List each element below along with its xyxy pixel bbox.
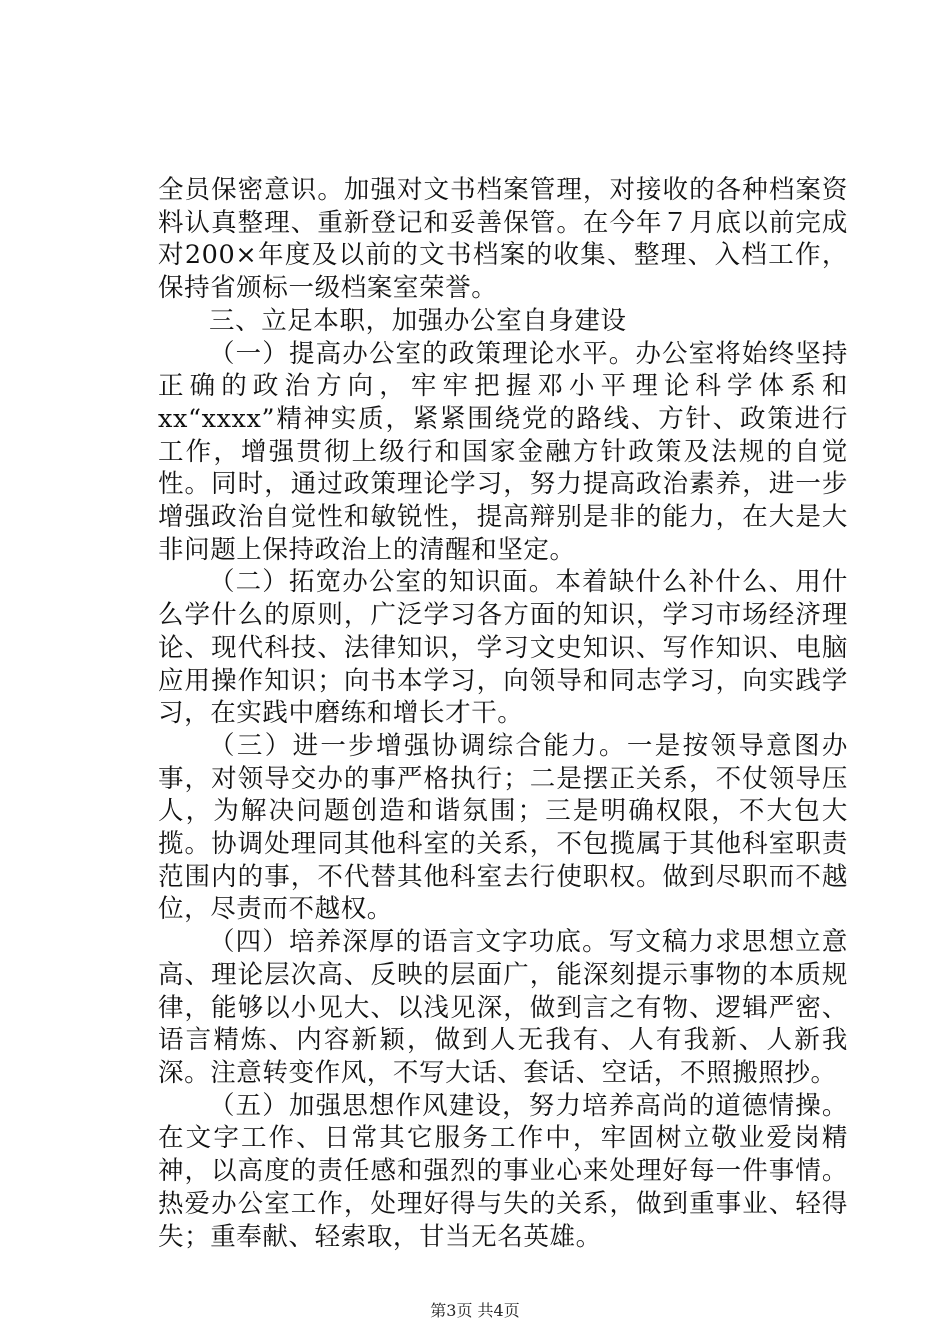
paragraph-writing-skill: （四）培养深厚的语言文字功底。写文稿力求思想立意高、理论层次高、反映的层面广，能深刻提示事物的本质规律，能够以小见大、以浅见深，做到言之有物、逻辑严密、语言精炼、内容新颖，做到人无我有、人有我新、人新我深。注意转变作风，不写大话、套话、空话，不照搬照抄。 (158, 927, 848, 1088)
page-number: 第3页 共4页 (430, 1301, 520, 1320)
paragraph-coordination: （三）进一步增强协调综合能力。一是按领导意图办事，对领导交办的事严格执行；二是摆正关系，不仗领导压人，为解决问题创造和谐氛围；三是明确权限，不大包大揽。协调处理同其他科室的关系，不包揽属于其他科室职责范围内的事，不代替其他科室去行使职权。做到尽职而不越位，尽责而不越权。 (158, 730, 848, 925)
paragraph-policy-theory: （一）提高办公室的政策理论水平。办公室将始终坚持正确的政治方向，牢牢把握邓小平理论科学体系和xx“xxxx”精神实质，紧紧围绕党的路线、方针、政策进行工作，增强贯彻上级行和国家金融方针政策及法规的自觉性。同时，通过政策理论学习，努力提高政治素养，进一步增强政治自觉性和敏锐性，提高辩别是非的能力，在大是大非问题上保持政治上的清醒和坚定。 (158, 338, 848, 565)
paragraph-knowledge: （二）拓宽办公室的知识面。本着缺什么补什么、用什么学什么的原则，广泛学习各方面的知识，学习市场经济理论、现代科技、法律知识，学习文史知识、写作知识、电脑应用操作知识；向书本学习，向领导和同志学习，向实践学习，在实践中磨练和增长才干。 (158, 567, 848, 729)
section-heading-office-building: 三、立足本职，加强办公室自身建设 (209, 305, 627, 336)
paragraph-archive-management: 全员保密意识。加强对文书档案管理，对接收的各种档案资料认真整理、重新登记和妥善保管。在今年７月底以前完成对200×年度及以前的文书档案的收集、整理、入档工作，保持省颁标一级档案室荣誉。 (158, 175, 848, 304)
page-footer (0, 1298, 950, 1321)
document-body (158, 174, 848, 1253)
paragraph-work-style: （五）加强思想作风建设，努力培养高尚的道德情操。在文字工作、日常其它服务工作中，牢固树立敬业爱岗精神，以高度的责任感和强烈的事业心来处理好每一件事情。热爱办公室工作，处理好得与失的关系，做到重事业、轻得失；重奉献、轻索取，甘当无名英雄。 (158, 1090, 848, 1252)
